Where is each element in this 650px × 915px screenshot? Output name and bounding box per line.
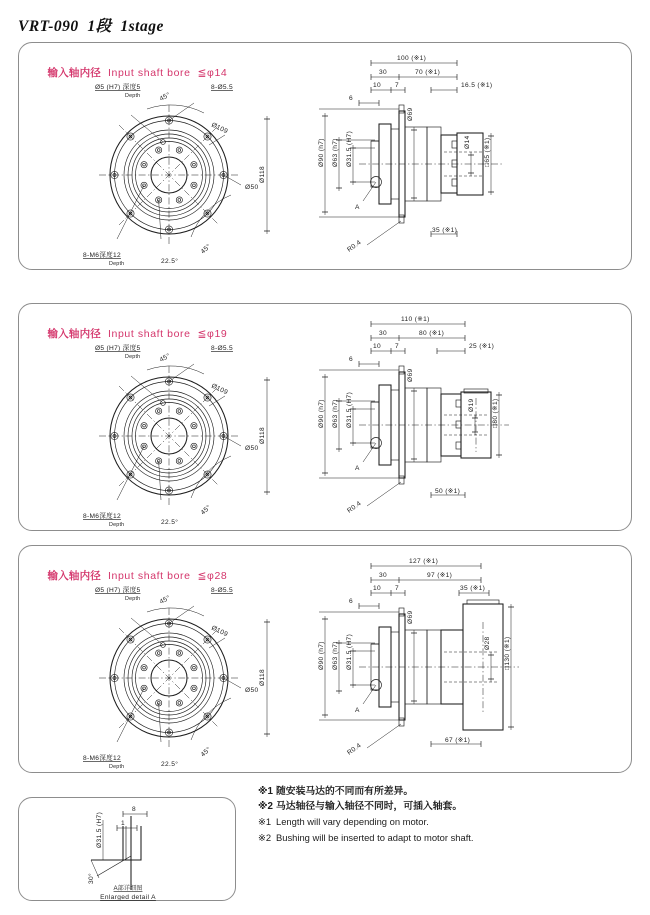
- dims-left-3: [318, 616, 375, 718]
- note-row-1: [258, 784, 638, 799]
- spec-panel-bore-19: [18, 303, 632, 531]
- panel-header-value-2: ≦φ19: [197, 328, 228, 340]
- dim-d69-3: Ø69: [407, 610, 414, 624]
- gearbox-body-3: [359, 600, 519, 730]
- dim-6-1: 6: [349, 95, 354, 102]
- dim-6-3: 6: [349, 598, 354, 605]
- label-bolt-circle-3: Ø109: [210, 624, 229, 639]
- label-clearance-holes-1: 8-Ø5.5: [211, 84, 233, 91]
- label-dowel-sub-1: Depth: [125, 93, 141, 99]
- label-tapped-holes-1: 8-M6深度12: [83, 252, 121, 259]
- spec-panel-bore-14: [18, 42, 632, 270]
- dim-d315-1: Ø31.5 (H7): [346, 130, 353, 167]
- label-angle-b-1: 45°: [199, 242, 213, 256]
- label-tapped-sub-2: Depth: [109, 522, 125, 528]
- dim-70-1: 70 (※1): [415, 69, 441, 76]
- dim-10-1: 10: [373, 82, 382, 89]
- detail-caption-cn: A部详细图: [113, 885, 143, 892]
- dim-d63-1: Ø63 (h7): [332, 138, 339, 167]
- dim-35-3: 35 (※1): [460, 585, 486, 592]
- label-tapped-holes-3: 8-M6深度12: [83, 755, 121, 762]
- enlarged-detail-drawing: [19, 798, 237, 902]
- label-dowel-3: Ø5 (H7) 深度5: [95, 587, 141, 594]
- note-row-3: [258, 814, 638, 829]
- detail-mark-1: A: [355, 204, 360, 211]
- label-center-bore-3: Ø50: [245, 687, 259, 694]
- label-tapped-holes-2: 8-M6深度12: [83, 513, 121, 520]
- gearbox-body-1: [359, 105, 504, 223]
- note-text-3: Length will vary depending on motor.: [276, 816, 429, 828]
- dim-d69-2: Ø69: [407, 368, 414, 382]
- dim-r04-3: R0.4: [346, 742, 363, 757]
- dim-67-3: 67 (※1): [445, 737, 471, 744]
- panel-header-value-3: ≦φ28: [197, 570, 228, 582]
- dim-outer-diameter: [259, 377, 270, 495]
- dim-overall-1: 100 (※1): [397, 55, 427, 62]
- dim-square-1: □65 (※1): [484, 137, 491, 167]
- label-outer-dia-3: Ø118: [259, 668, 266, 686]
- dim-35-1: 35 (※1): [432, 227, 458, 234]
- dim-outer-diameter: [259, 116, 270, 234]
- note-text-4: Bushing will be inserted to adapt to motor shaft.: [276, 831, 474, 843]
- panel-header-cn-1: 输入轴内径: [47, 67, 101, 79]
- dim-10-2: 10: [373, 343, 382, 350]
- label-center-bore-1: Ø50: [245, 184, 259, 191]
- detail-mark-3: A: [355, 707, 360, 714]
- panel-header-value-1: ≦φ14: [197, 67, 228, 79]
- section-view-drawing-3: [319, 552, 619, 762]
- label-clearance-holes-2: 8-Ø5.5: [211, 345, 233, 352]
- dim-d63-2: Ø63 (h7): [332, 399, 339, 428]
- note-mark-1: ※1: [258, 786, 273, 797]
- dim-d315-2: Ø31.5 (H7): [346, 391, 353, 428]
- panel-header-en-2: Input shaft bore: [108, 328, 191, 340]
- label-bolt-circle-1: Ø109: [210, 121, 229, 136]
- dim-97-3: 97 (※1): [427, 572, 453, 579]
- detail-dim-width: 8: [132, 806, 137, 813]
- detail-dim-angle: 30°: [88, 872, 95, 884]
- note-text-1: 随安装马达的不同而有所差异。: [276, 786, 414, 797]
- dim-50-2: 50 (※1): [435, 488, 461, 495]
- label-outer-dia-2: Ø118: [259, 426, 266, 444]
- dim-7-2: 7: [395, 343, 400, 350]
- dim-square-3: □130 (※1): [504, 636, 511, 670]
- detail-dim-bore: Ø31.5 (H7): [96, 811, 103, 848]
- dim-d90-2: Ø90 (h7): [318, 399, 325, 428]
- dim-30-2: 30: [379, 330, 388, 337]
- label-bolt-circle-2: Ø109: [210, 382, 229, 397]
- dim-outer-diameter: [259, 619, 270, 737]
- enlarged-detail-panel: [18, 797, 236, 901]
- panel-header-en-3: Input shaft bore: [108, 570, 191, 582]
- detail-dims: [87, 806, 147, 884]
- dim-shaft-2: [407, 368, 417, 462]
- dim-d315-3: Ø31.5 (H7): [346, 633, 353, 670]
- dims-bottom-2: [346, 443, 465, 515]
- dim-d90-1: Ø90 (h7): [318, 138, 325, 167]
- notes-block: [258, 784, 638, 845]
- label-angle-b-2: 45°: [199, 503, 213, 517]
- detail-dim-inner: 1: [121, 820, 126, 827]
- dim-30-3: 30: [379, 572, 388, 579]
- dims-left-2: [318, 374, 375, 476]
- dim-80-2: 80 (※1): [419, 330, 445, 337]
- label-angle-c-3: 22.5°: [161, 761, 179, 768]
- label-tapped-sub-3: Depth: [109, 764, 125, 770]
- label-angle-c-2: 22.5°: [161, 519, 179, 526]
- dim-shaft-3: [407, 610, 417, 704]
- label-clearance-holes-3: 8-Ø5.5: [211, 587, 233, 594]
- note-mark-4: ※2: [258, 831, 272, 843]
- label-dowel-sub-2: Depth: [125, 354, 141, 360]
- dim-r04-2: R0.4: [346, 500, 363, 515]
- dim-overall-2: 110 (※1): [401, 316, 430, 323]
- dim-10-3: 10: [373, 585, 382, 592]
- label-outer-dia-1: Ø118: [259, 165, 266, 183]
- note-text-2: 马达轴径与输入轴径不同时，可插入轴套。: [276, 801, 463, 813]
- dim-bore-1: Ø14: [464, 135, 471, 149]
- dims-left-1: [318, 113, 375, 215]
- label-center-bore-2: Ø50: [245, 445, 259, 452]
- dim-d63-3: Ø63 (h7): [332, 641, 339, 670]
- dims-right-2: [468, 392, 502, 458]
- dim-r04-1: R0.4: [346, 239, 363, 254]
- detail-mark-2: A: [355, 465, 360, 472]
- section-view-drawing-1: [319, 49, 619, 259]
- label-angle-b-3: 45°: [199, 745, 213, 759]
- label-tapped-sub-1: Depth: [109, 261, 125, 267]
- panel-header-cn-3: 输入轴内径: [47, 570, 101, 582]
- dims-bottom-3: [346, 685, 481, 757]
- dim-shaft-1: [407, 107, 417, 201]
- dim-30-1: 30: [379, 69, 388, 76]
- dim-bore-3: Ø28: [484, 636, 491, 650]
- note-mark-3: ※1: [258, 816, 272, 828]
- dim-7-3: 7: [395, 585, 400, 592]
- dim-165-1: 16.5 (※1): [461, 82, 493, 89]
- label-dowel-sub-3: Depth: [125, 596, 141, 602]
- gearbox-body-2: [359, 366, 509, 484]
- dim-overall-3: 127 (※1): [409, 558, 439, 565]
- label-angle-a-2: 45°: [158, 352, 172, 364]
- label-angle-c-1: 22.5°: [161, 258, 179, 265]
- dim-bore-2: Ø19: [468, 398, 475, 412]
- dim-square-2: □80 (※1): [492, 398, 499, 428]
- page-title: VRT-090 1段 1stage: [18, 18, 164, 35]
- panel-header-cn-2: 输入轴内径: [47, 328, 101, 340]
- dim-d90-3: Ø90 (h7): [318, 641, 325, 670]
- note-mark-2: ※2: [258, 801, 273, 813]
- dim-d69-1: Ø69: [407, 107, 414, 121]
- section-view-drawing-2: [319, 310, 619, 520]
- note-row-2: [258, 799, 638, 814]
- label-angle-a-1: 45°: [158, 91, 172, 103]
- label-angle-a-3: 45°: [158, 594, 172, 606]
- label-dowel-2: Ø5 (H7) 深度5: [95, 345, 141, 352]
- label-dowel-1: Ø5 (H7) 深度5: [95, 84, 141, 91]
- dim-6-2: 6: [349, 356, 354, 363]
- spec-panel-bore-28: [18, 545, 632, 773]
- panel-header-en-1: Input shaft bore: [108, 67, 191, 79]
- dim-7-1: 7: [395, 82, 400, 89]
- dim-25-2: 25 (※1): [469, 343, 495, 350]
- detail-caption-en: Enlarged detail A: [100, 894, 156, 901]
- note-row-4: [258, 830, 638, 845]
